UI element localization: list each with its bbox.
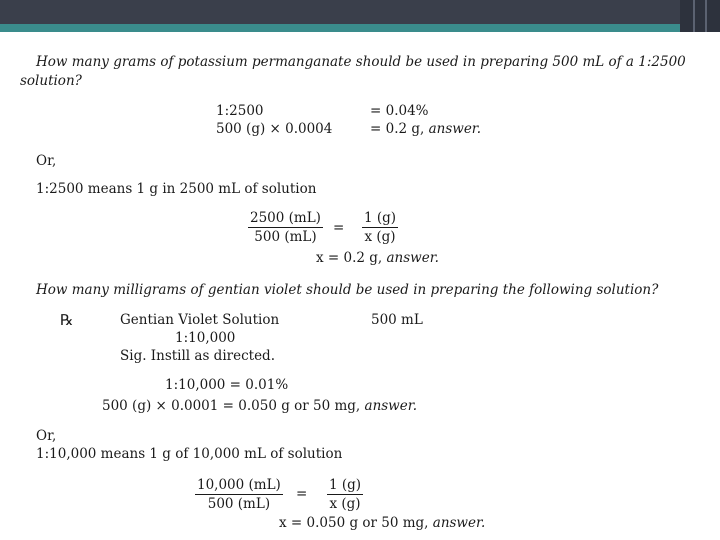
q1-calc-rhs-2: = 0.2 g, (370, 121, 425, 137)
q1-result-note: answer. (386, 250, 439, 266)
q2-fraction-left-num: 10,000 (mL) (197, 477, 281, 493)
q2-fraction-equals: = (296, 486, 308, 502)
rx-symbol: ℞ (60, 311, 74, 329)
slide-corner-block (680, 0, 720, 32)
q2-question: How many milligrams of gentian violet should be used in preparing the following solution? (36, 282, 659, 298)
q2-result: x = 0.050 g or 50 mg, (279, 515, 429, 531)
q1-fraction-left-den: 500 (mL) (254, 229, 317, 245)
q2-result-note: answer. (432, 515, 486, 531)
q1-fraction-equals: = (333, 220, 345, 236)
q2-fraction-right (327, 477, 363, 512)
q1-calc-lhs-1: 1:2500 (216, 103, 264, 119)
q1-fraction-right (362, 210, 398, 245)
q1-calc-lhs-2: 500 (g) × 0.0004 (216, 121, 333, 137)
q1-calc-rhs-1: = 0.04% (370, 103, 429, 119)
q1-fraction-left-num: 2500 (mL) (250, 210, 321, 226)
q2-fraction-left-den: 500 (mL) (207, 496, 271, 512)
slide-header-bar (0, 0, 720, 24)
q2-fraction-right-den: x (g) (329, 496, 361, 512)
q1-question-line1: How many grams of potassium permanganate should be used in preparing 500 mL of a 1:2500 (36, 54, 686, 70)
rx-ratio: 1:10,000 (175, 330, 236, 346)
rx-volume: 500 mL (371, 312, 423, 328)
q1-fraction-right-den: x (g) (364, 229, 396, 245)
q1-question-line2: solution? (20, 73, 82, 89)
q1-fraction-right-num: 1 (g) (364, 210, 397, 226)
q2-calc-1: 1:10,000 = 0.01% (165, 377, 289, 393)
q2-or: Or, (36, 428, 57, 444)
slide-accent-stripe (0, 24, 720, 32)
rx-sig: Sig. Instill as directed. (120, 348, 275, 364)
q1-fraction-left (248, 210, 323, 245)
q2-calc-2-note: answer. (364, 398, 417, 414)
q1-calc-note: answer. (428, 121, 482, 137)
q1-result: x = 0.2 g, (316, 250, 383, 266)
q2-fraction-left (195, 477, 283, 512)
rx-name: Gentian Violet Solution (120, 312, 280, 328)
q2-calc-2: 500 (g) × 0.0001 = 0.050 g or 50 mg, (102, 398, 361, 414)
q2-means: 1:10,000 means 1 g of 10,000 mL of solution (36, 446, 343, 462)
q1-means: 1:2500 means 1 g in 2500 mL of solution (36, 181, 317, 197)
q2-fraction-right-num: 1 (g) (329, 477, 362, 493)
q1-or: Or, (36, 153, 57, 169)
